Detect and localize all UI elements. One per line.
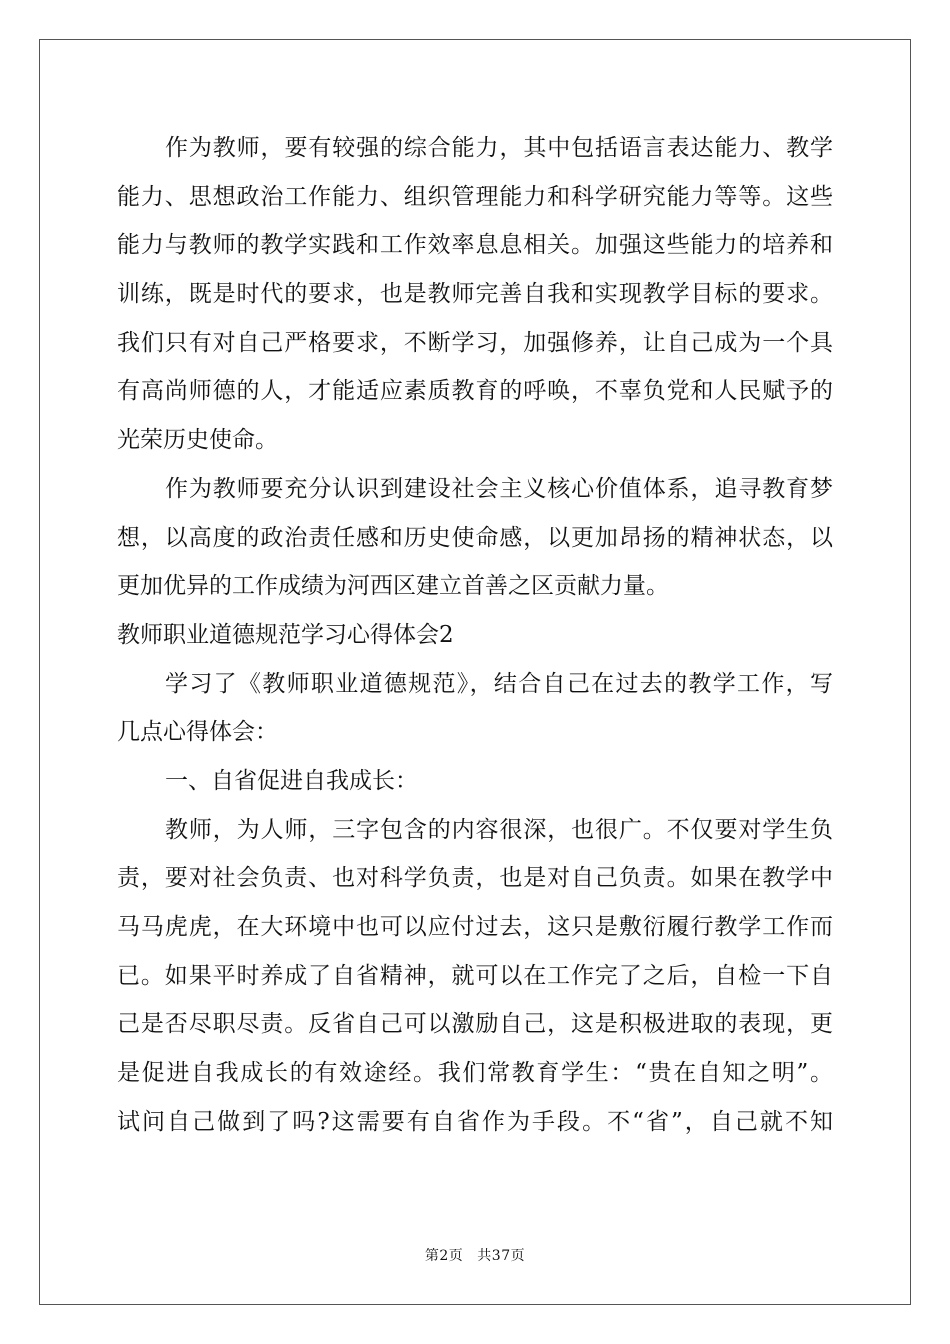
paragraph-line: 有高尚师德的人，才能适应素质教育的呼唤，不辜负党和人民赋予的 xyxy=(117,378,833,405)
paragraph-line: 能力、思想政治工作能力、组织管理能力和科学研究能力等等。这些 xyxy=(117,183,833,210)
paragraph-line: 马马虎虎，在大环境中也可以应付过去，这只是敷衍履行教学工作而 xyxy=(117,914,833,940)
paragraph-line: 能力与教师的教学实践和工作效率息息相关。加强这些能力的培养和 xyxy=(117,232,833,259)
paragraph-line: 更加优异的工作成绩为河西区建立首善之区贡献力量。 xyxy=(117,573,669,600)
paragraph-line: 几点心得体会： xyxy=(117,719,278,746)
paragraph-line: 已。如果平时养成了自省精神，就可以在工作完了之后，自检一下自 xyxy=(117,962,833,989)
paragraph-line: 学习了《教师职业道德规范》，结合自己在过去的教学工作，写 xyxy=(165,670,833,697)
paragraph-line: 责，要对社会负责、也对科学负责，也是对自己负责。如果在教学中 xyxy=(117,865,833,892)
page-total: 共37页 xyxy=(477,1248,526,1264)
paragraph-line: 作为教师要充分认识到建设社会主义核心价值体系，追寻教育梦 xyxy=(165,475,833,502)
paragraph-line: 己是否尽职尽责。反省自己可以激励自己，这是积极进取的表现，更 xyxy=(117,1011,833,1038)
paragraph-line: 训练，既是时代的要求，也是教师完善自我和实现教学目标的要求。 xyxy=(117,281,833,308)
paragraph-line: 作为教师，要有较强的综合能力，其中包括语言表达能力、教学 xyxy=(165,135,833,161)
paragraph-line: 想，以高度的政治责任感和历史使命感，以更加昂扬的精神状态，以 xyxy=(117,524,833,551)
document-body xyxy=(117,124,833,1146)
page-number: 第2页 xyxy=(424,1248,464,1264)
page-footer xyxy=(0,1245,950,1265)
paragraph-line: 试问自己做到了吗?这需要有自省作为手段。不“省”，自己就不知 xyxy=(117,1108,833,1135)
paragraph-line: 我们只有对自己严格要求，不断学习，加强修养，让自己成为一个具 xyxy=(117,329,833,356)
paragraph-line: 光荣历史使命。 xyxy=(117,427,278,454)
section-title: 教师职业道德规范学习心得体会2 xyxy=(117,621,454,648)
paragraph-line: 是促进自我成长的有效途经。我们常教育学生：“贵在自知之明”。 xyxy=(117,1060,833,1087)
paragraph-line: 教师，为人师，三字包含的内容很深，也很广。不仅要对学生负 xyxy=(165,816,833,843)
subheading: 一、自省促进自我成长： xyxy=(165,767,418,794)
